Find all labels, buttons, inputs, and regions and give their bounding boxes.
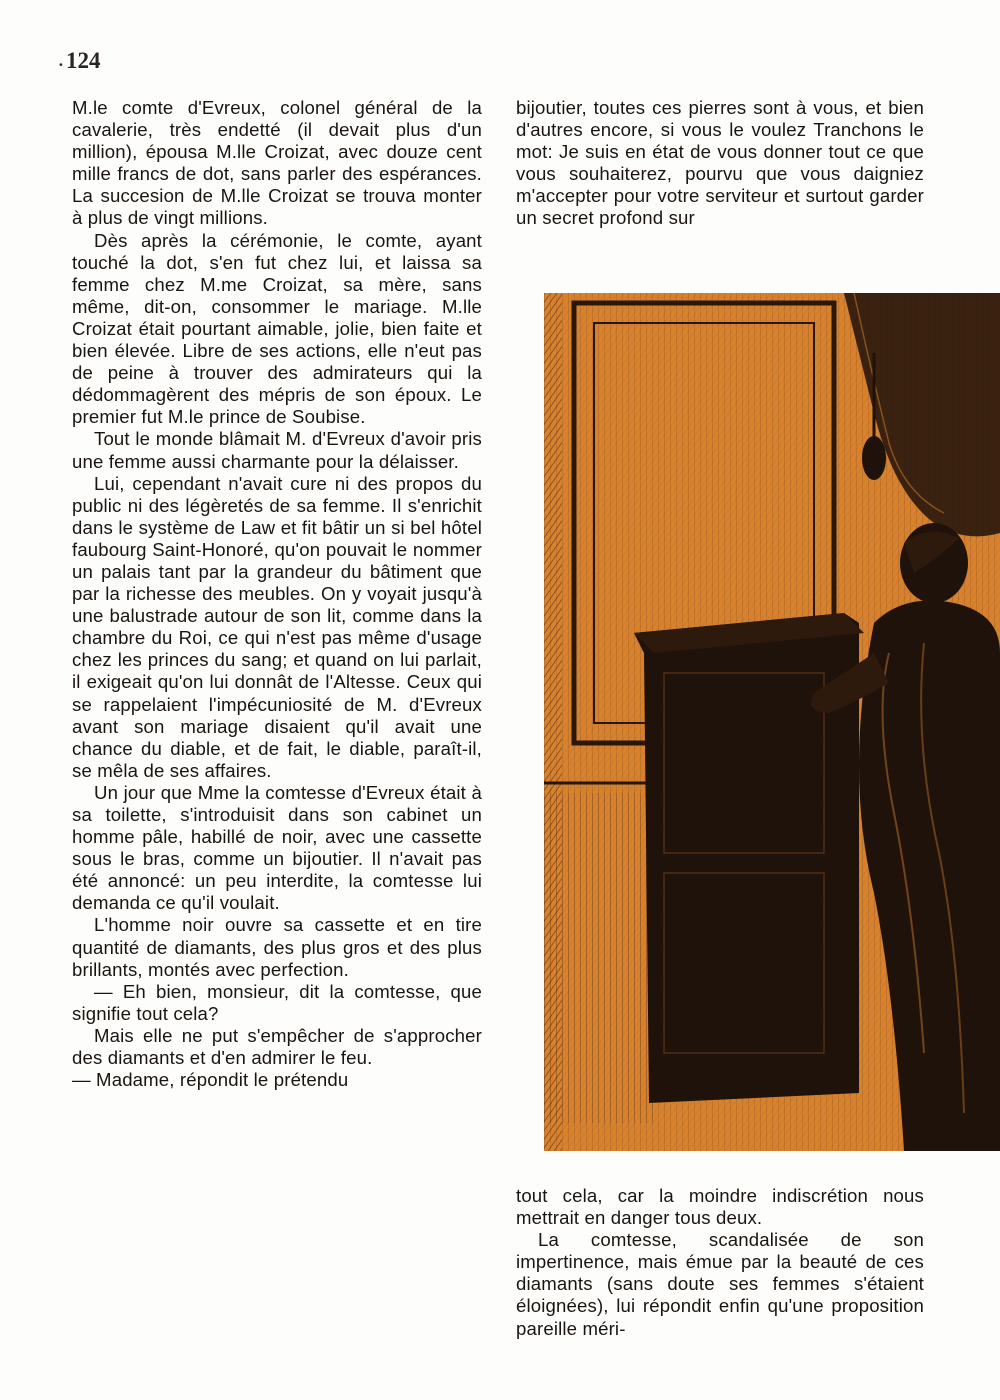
left-column — [72, 97, 482, 1091]
paragraph: La comtesse, scandalisée de son impertinence, mais émue par la beauté de ces diamants (sans doute ses femmes s'étaient éloignées), lui répondit enfin qu'une proposition pareille méri- — [516, 1229, 924, 1339]
right-column-top — [516, 97, 924, 230]
illustration — [544, 293, 1000, 1151]
page-number: . 124 — [66, 48, 101, 74]
paragraph: Un jour que Mme la comtesse d'Evreux était à sa toilette, s'introduisit dans son cabinet un homme pâle, habillé de noir, avec une cassette sous le bras, comme un bijoutier. Il n'avait pas été annoncé: un peu interdite, la comtesse lui demanda ce qu'il voulait. — [72, 781, 482, 914]
paragraph: L'homme noir ouvre sa cassette et en tire quantité de diamants, des plus gros et des plus brillants, montés avec perfection. — [72, 914, 482, 980]
paragraph: Tout le monde blâmait M. d'Evreux d'avoir pris une femme aussi charmante pour la délaisser. — [72, 428, 482, 472]
paragraph: Mais elle ne put s'empêcher de s'approcher des diamants et d'en admirer le feu. — [72, 1024, 482, 1069]
engraving-woman-at-cabinet-icon — [544, 293, 1000, 1151]
paragraph: Dès après la cérémonie, le comte, ayant touché la dot, s'en fut chez lui, et laissa sa femme chez M.me Croizat, sa mère, sans même, dit-on, consommer le mariage. M.lle Croizat était pourtant aimable, jolie, bien faite et bien élevée. Libre de ses actions, elle n'eut pas de peine à trouver des admirateurs qui la dédommagèrent des mépris de son époux. Le premier fut M.le prince de Soubise. — [72, 229, 482, 428]
paragraph: M.le comte d'Evreux, colonel général de la cavalerie, très endetté (il devait plus d'un million), épousa M.lle Croizat, avec douze cent mille francs de dot, sans parler des espérances. La succesion de M.lle Croizat se trouva monter à plus de vingt millions. — [72, 97, 482, 229]
paragraph: bijoutier, toutes ces pierres sont à vous, et bien d'autres encore, si vous le voulez Tranchons le mot: Je suis en état de vous donner tout ce que vous souhaiterez, pourvu que vous daigniez m'accepter pour votre serviteur et surtout garder un secret profond sur — [516, 97, 924, 229]
right-column-bottom — [516, 1185, 924, 1340]
paragraph: tout cela, car la moindre indiscrétion nous mettrait en danger tous deux. — [516, 1185, 924, 1229]
paragraph: — Madame, répondit le prétendu — [72, 1069, 349, 1091]
paragraph: — Eh bien, monsieur, dit la comtesse, que signifie tout cela? — [72, 980, 482, 1024]
paragraph: Lui, cependant n'avait cure ni des propos du public ni des légèretés de sa femme. Il s'enrichit dans le système de Law et fit bâtir un si bel hôtel faubourg Saint-Honoré, qu'on pouvait le nommer un palais tant par la grandeur du bâtiment que par la richesse des meubles. On y voyait jusqu'à une balustrade autour de son lit, comme dans la chambre du Roi, ce qui n'est pas même d'usage chez les princes du sang; et quand on lui parlait, il exigeait qu'on lui donnât de l'Altesse. Ceux qui se rappelaient l'impécuniosité de M. d'Evreux avant son mariage disaient qu'il avait une chance du diable, et de fait, le diable, paraît-il, se mêla de ses affaires. — [72, 472, 482, 781]
